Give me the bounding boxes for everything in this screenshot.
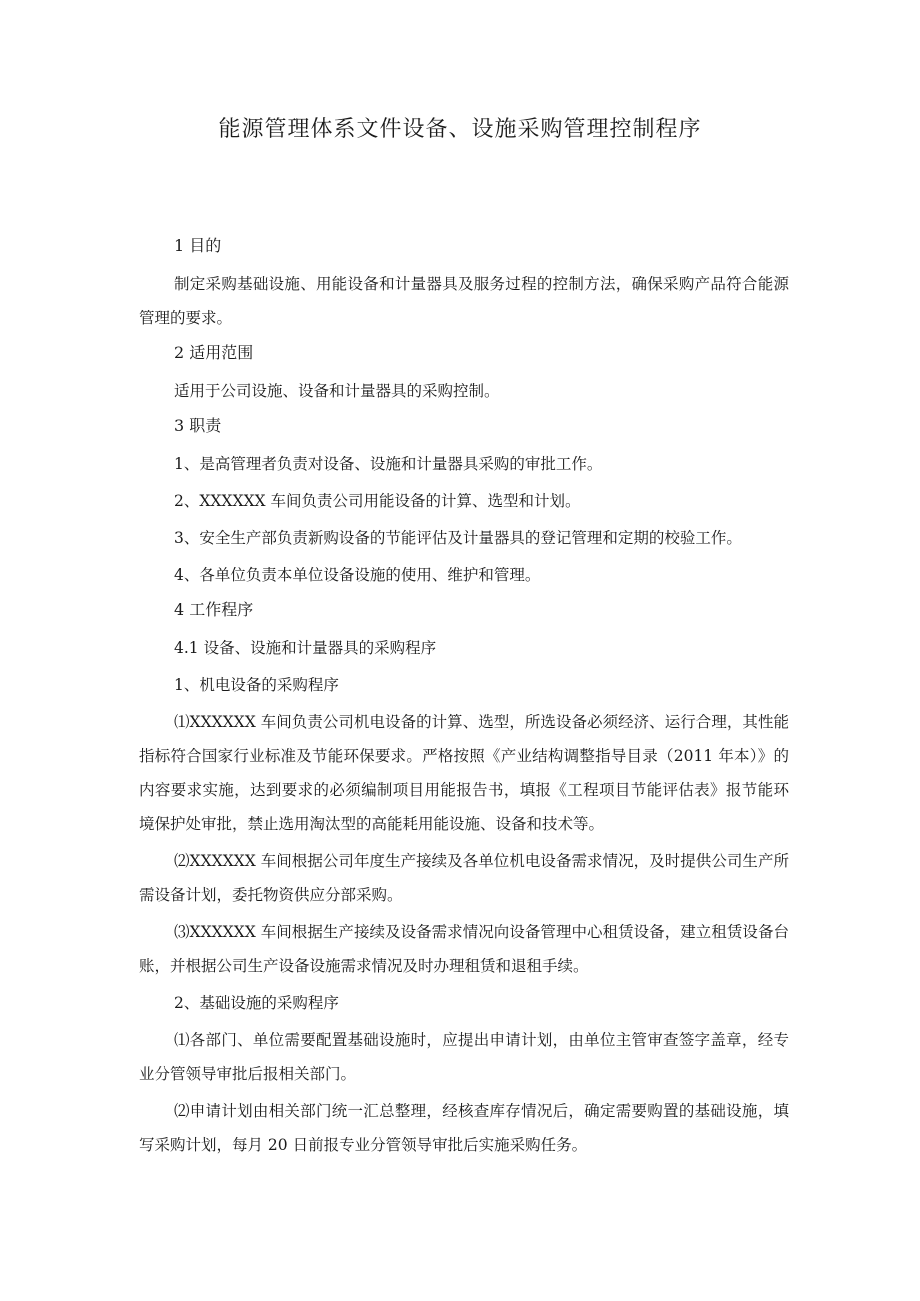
document-body <box>139 228 789 1162</box>
paragraph-scope: 适用于公司设施、设备和计量器具的采购控制。 <box>174 382 500 400</box>
section-heading-procedure: 4 工作程序 <box>174 600 254 619</box>
paragraph-purpose: 制定采购基础设施、用能设备和计量器具及服务过程的控制方法，确保采购产品符合能源管理的要求。 <box>139 275 789 327</box>
subsection-heading-equipment: 1、机电设备的采购程序 <box>174 676 339 694</box>
paragraph-equipment-3: ⑶XXXXXX 车间根据生产接续及设备需求情况向设备管理中心租赁设备，建立租赁设备台账，并根据公司生产设备设施需求情况及时办理租赁和退租手续。 <box>139 923 789 975</box>
paragraph-responsibility-1: 1、是高管理者负责对设备、设施和计量器具采购的审批工作。 <box>174 455 603 473</box>
section-heading-scope: 2 适用范围 <box>174 343 254 362</box>
paragraph-equipment-1: ⑴XXXXXX 车间负责公司机电设备的计算、选型，所选设备必须经济、运行合理，其性能指标符合国家行业标准及节能环保要求。严格按照《产业结构调整指导目录（2011 年本）》的内容要求实施，达到要求的必须编制项目用能报告书，填报《工程项目节能评估表》报节能环境保护处审批，禁止选用淘汰型的高能耗用能设施、设备和技术等。 <box>139 713 789 833</box>
paragraph-responsibility-2: 2、XXXXXX 车间负责公司用能设备的计算、选型和计划。 <box>174 492 581 510</box>
section-heading-responsibilities: 3 职责 <box>174 416 222 435</box>
paragraph-responsibility-3: 3、安全生产部负责新购设备的节能评估及计量器具的登记管理和定期的校验工作。 <box>174 529 742 547</box>
subsection-heading-4-1: 4.1 设备、设施和计量器具的采购程序 <box>174 639 437 657</box>
paragraph-infrastructure-1: ⑴各部门、单位需要配置基础设施时，应提出申请计划，由单位主管审查签字盖章，经专业分管领导审批后报相关部门。 <box>139 1031 789 1083</box>
paragraph-responsibility-4: 4、各单位负责本单位设备设施的使用、维护和管理。 <box>174 566 541 584</box>
document-title: 能源管理体系文件设备、设施采购管理控制程序 <box>218 117 702 142</box>
paragraph-infrastructure-2: ⑵申请计划由相关部门统一汇总整理，经核查库存情况后，确定需要购置的基础设施，填写采购计划，每月 20 日前报专业分管领导审批后实施采购任务。 <box>139 1102 789 1154</box>
section-heading-purpose: 1 目的 <box>174 236 222 255</box>
paragraph-equipment-2: ⑵XXXXXX 车间根据公司年度生产接续及各单位机电设备需求情况，及时提供公司生产所需设备计划，委托物资供应分部采购。 <box>139 852 789 904</box>
subsection-heading-infrastructure: 2、基础设施的采购程序 <box>174 994 339 1012</box>
